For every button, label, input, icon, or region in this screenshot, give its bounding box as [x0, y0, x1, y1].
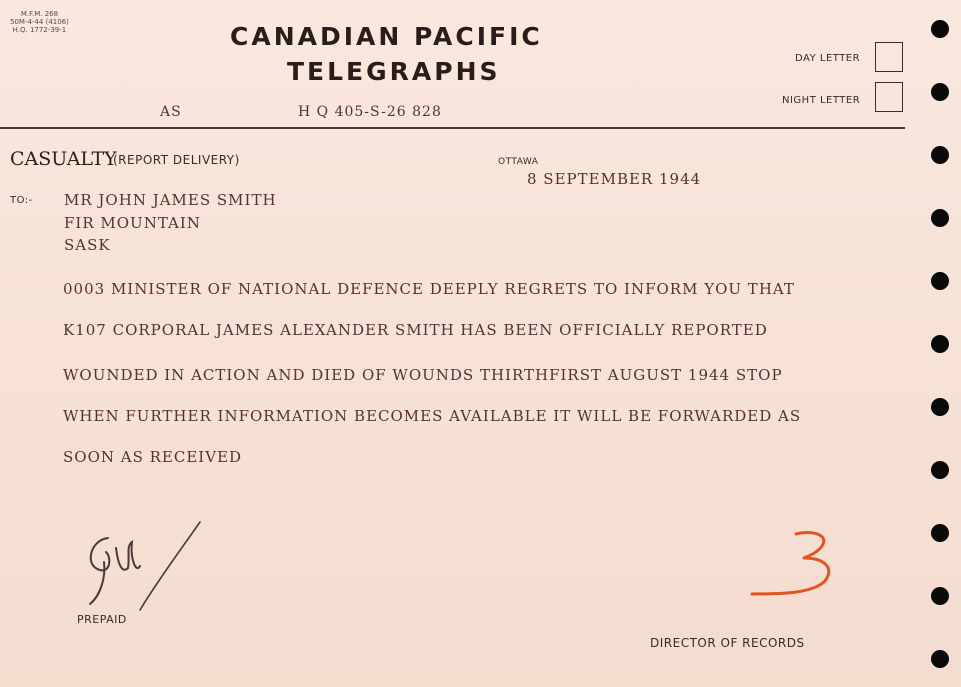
punch-hole	[931, 650, 949, 668]
punch-hole	[931, 398, 949, 416]
punch-hole	[931, 335, 949, 353]
recipient-town: FIR MOUNTAIN	[64, 214, 201, 232]
recipient-name: MR JOHN JAMES SMITH	[64, 191, 277, 209]
form-code: M.F.M. 268 50M-4-44 (4106) H.Q. 1772-39-1	[10, 10, 69, 34]
message-line: SOON AS RECEIVED	[63, 448, 243, 466]
punch-hole	[931, 20, 949, 38]
telegram-date: 8 SEPTEMBER 1944	[527, 170, 702, 188]
service-name: TELEGRAPHS	[287, 57, 501, 86]
handwritten-initials	[70, 518, 210, 618]
signatory: DIRECTOR OF RECORDS	[650, 636, 805, 650]
punch-hole	[931, 272, 949, 290]
prepaid-label: PREPAID	[77, 613, 127, 626]
punch-hole	[931, 83, 949, 101]
recipient-province: SASK	[64, 236, 111, 254]
day-letter-label: DAY LETTER	[795, 53, 861, 64]
day-letter-checkbox[interactable]	[875, 42, 903, 72]
punch-hole	[931, 209, 949, 227]
punch-hole	[931, 146, 949, 164]
message-line: WOUNDED IN ACTION AND DIED OF WOUNDS THIRTHFIRST AUGUST 1944 STOP	[63, 366, 783, 384]
punch-hole	[931, 461, 949, 479]
origin-city: OTTAWA	[498, 157, 539, 167]
file-reference: H Q 405-S-26 828	[298, 104, 442, 120]
night-letter-checkbox[interactable]	[875, 82, 903, 112]
night-letter-label: NIGHT LETTER	[782, 95, 861, 106]
punch-hole	[931, 524, 949, 542]
company-name: CANADIAN PACIFIC	[230, 22, 543, 51]
message-line: 0003 MINISTER OF NATIONAL DEFENCE DEEPLY REGRETS TO INFORM YOU THAT	[63, 280, 795, 298]
message-line: K107 CORPORAL JAMES ALEXANDER SMITH HAS BEEN OFFICIALLY REPORTED	[63, 321, 768, 339]
delivery-type: (REPORT DELIVERY)	[113, 153, 240, 167]
handwritten-number	[738, 528, 848, 608]
punch-hole	[931, 587, 949, 605]
telegram-type: CASUALTY	[10, 148, 117, 170]
header-divider	[0, 127, 905, 129]
to-label: TO:-	[10, 195, 33, 206]
message-line: WHEN FURTHER INFORMATION BECOMES AVAILABLE IT WILL BE FORWARDED AS	[63, 407, 802, 425]
office-code: AS	[160, 104, 182, 120]
